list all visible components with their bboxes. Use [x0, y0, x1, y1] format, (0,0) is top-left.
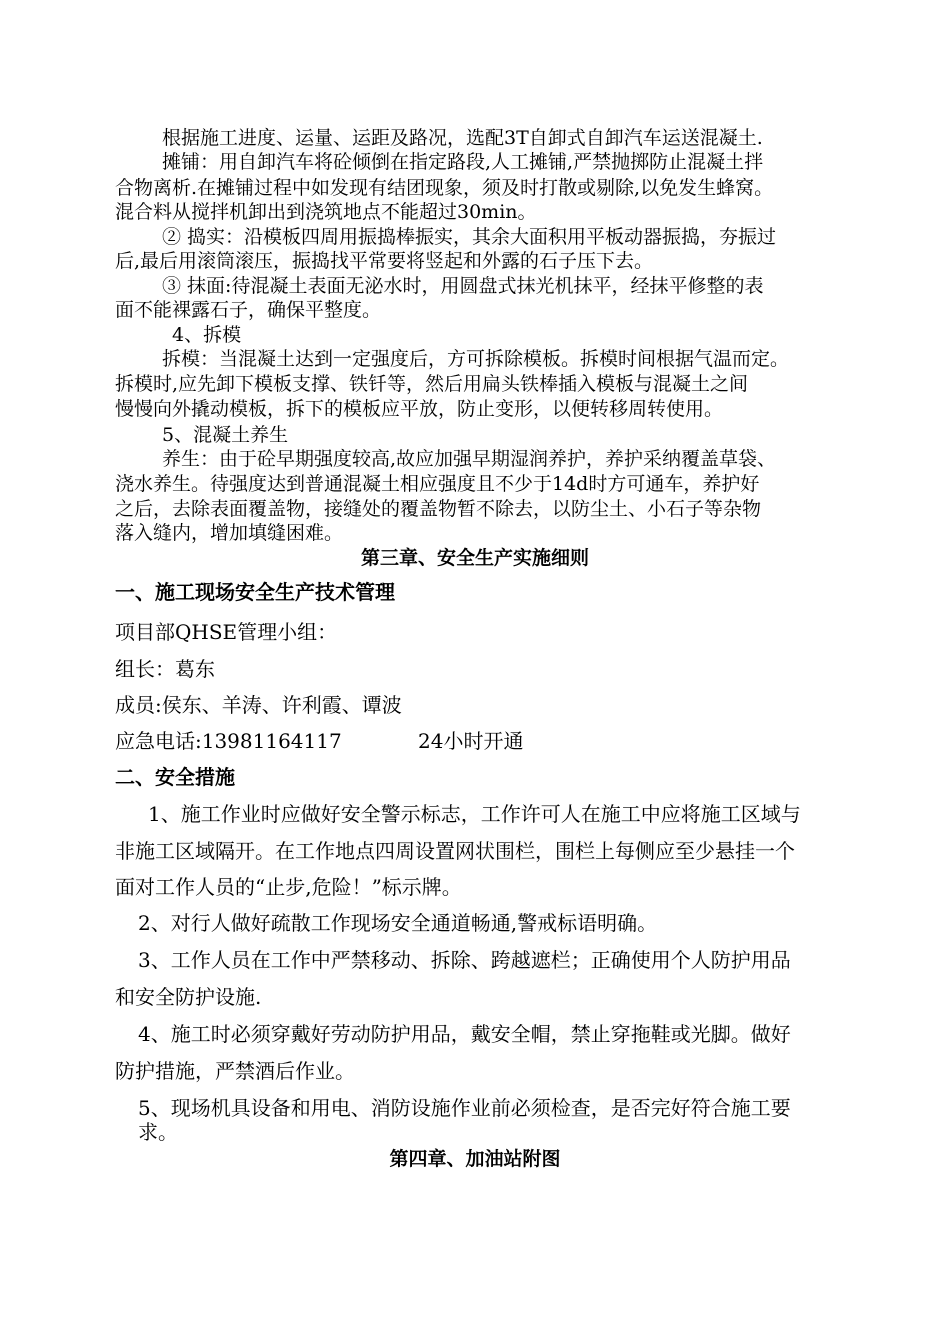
emergency-phone: 应急电话:13981164117 [115, 729, 342, 753]
paragraph-troweling-line: 面不能裸露石子，确保平整度。 [115, 299, 382, 321]
safety-item-1-line: 面对工作人员的“止步,危险！”标示牌。 [115, 875, 462, 899]
chapter-3-title: 第三章、安全生产实施细则 [360, 547, 589, 569]
paragraph-curing-line: 落入缝内，增加填缝困难。 [115, 522, 344, 544]
paragraph-formwork-line: 拆模时,应先卸下模板支撑、铁钎等，然后用扁头铁棒插入模板与混凝土之间 [115, 373, 749, 395]
safety-item-5-line: 5、现场机具设备和用电、消防设施作业前必须检查，是否完好符合施工要 [138, 1096, 791, 1120]
safety-item-3-line: 3、工作人员在工作中严禁移动、拆除、跨越遮栏；正确使用个人防护用品 [138, 948, 791, 972]
paragraph-transport: 根据施工进度、运量、运距及路况，选配3T自卸式自卸汽车运送混凝土. [162, 127, 763, 149]
emergency-hours: 24小时开通 [418, 729, 524, 753]
qhse-leader: 组长：葛东 [115, 657, 215, 681]
safety-item-1-line: 非施工区域隔开。在工作地点四周设置网状围栏，围栏上每侧应至少悬挂一个 [115, 839, 795, 863]
safety-item-4-line: 防护措施，严禁酒后作业。 [115, 1059, 355, 1083]
safety-item-2: 2、对行人做好疏散工作现场安全通道畅通,警戒标语明确。 [138, 911, 658, 935]
safety-item-5-line: 求。 [138, 1120, 178, 1144]
paragraph-formwork-line: 拆模：当混凝土达到一定强度后，方可拆除模板。拆模时间根据气温而定。 [162, 348, 790, 370]
paragraph-troweling-line: ③ 抹面:待混凝土表面无泌水时，用圆盘式抹光机抹平，经抹平修整的表 [162, 275, 764, 297]
safety-item-4-line: 4、施工时必须穿戴好劳动防护用品，戴安全帽，禁止穿拖鞋或光脚。做好 [138, 1022, 791, 1046]
paragraph-tamping-line: ② 捣实：沿模板四周用振捣棒振实，其余大面积用平板动器振捣，夯振过 [162, 226, 777, 248]
chapter-4-title: 第四章、加油站附图 [389, 1148, 561, 1170]
paragraph-tamping-line: 后,最后用滚筒滚压，振捣找平常要将竖起和外露的石子压下去。 [115, 250, 654, 272]
paragraph-curing-line: 之后，去除表面覆盖物，接缝处的覆盖物暂不除去，以防尘土、小石子等杂物 [115, 498, 762, 520]
paragraph-formwork-line: 慢慢向外撬动模板，拆下的模板应平放，防止变形，以便转移周转使用。 [115, 398, 724, 420]
safety-item-3-line: 和安全防护设施. [115, 985, 262, 1009]
paragraph-curing-line: 养生：由于砼早期强度较高,故应加强早期湿润养护，养护采纳覆盖草袋、 [162, 448, 777, 470]
qhse-members: 成员:侯东、羊涛、许利霞、谭波 [115, 693, 402, 717]
section-2-heading: 二、安全措施 [115, 765, 235, 789]
subheading-formwork: 4、拆模 [172, 324, 242, 346]
qhse-group-label: 项目部QHSE管理小组： [115, 620, 338, 644]
paragraph-paving-line: 混合料从搅拌机卸出到浇筑地点不能超过30min。 [115, 201, 537, 223]
section-1-heading: 一、施工现场安全生产技术管理 [115, 580, 395, 604]
paragraph-paving-line: 合物离析.在摊铺过程中如发现有结团现象，须及时打散或剔除,以免发生蜂窝。 [115, 177, 774, 199]
safety-item-1-line: 1、施工作业时应做好安全警示标志，工作许可人在施工中应将施工区域与 [148, 802, 801, 826]
subheading-curing: 5、混凝土养生 [162, 424, 289, 446]
paragraph-curing-line: 浇水养生。待强度达到普通混凝土相应强度且不少于14d时方可通车，养护好 [115, 473, 760, 495]
paragraph-paving-line: 摊铺：用自卸汽车将砼倾倒在指定路段,人工摊铺,严禁抛掷防止混凝土拌 [162, 151, 764, 173]
